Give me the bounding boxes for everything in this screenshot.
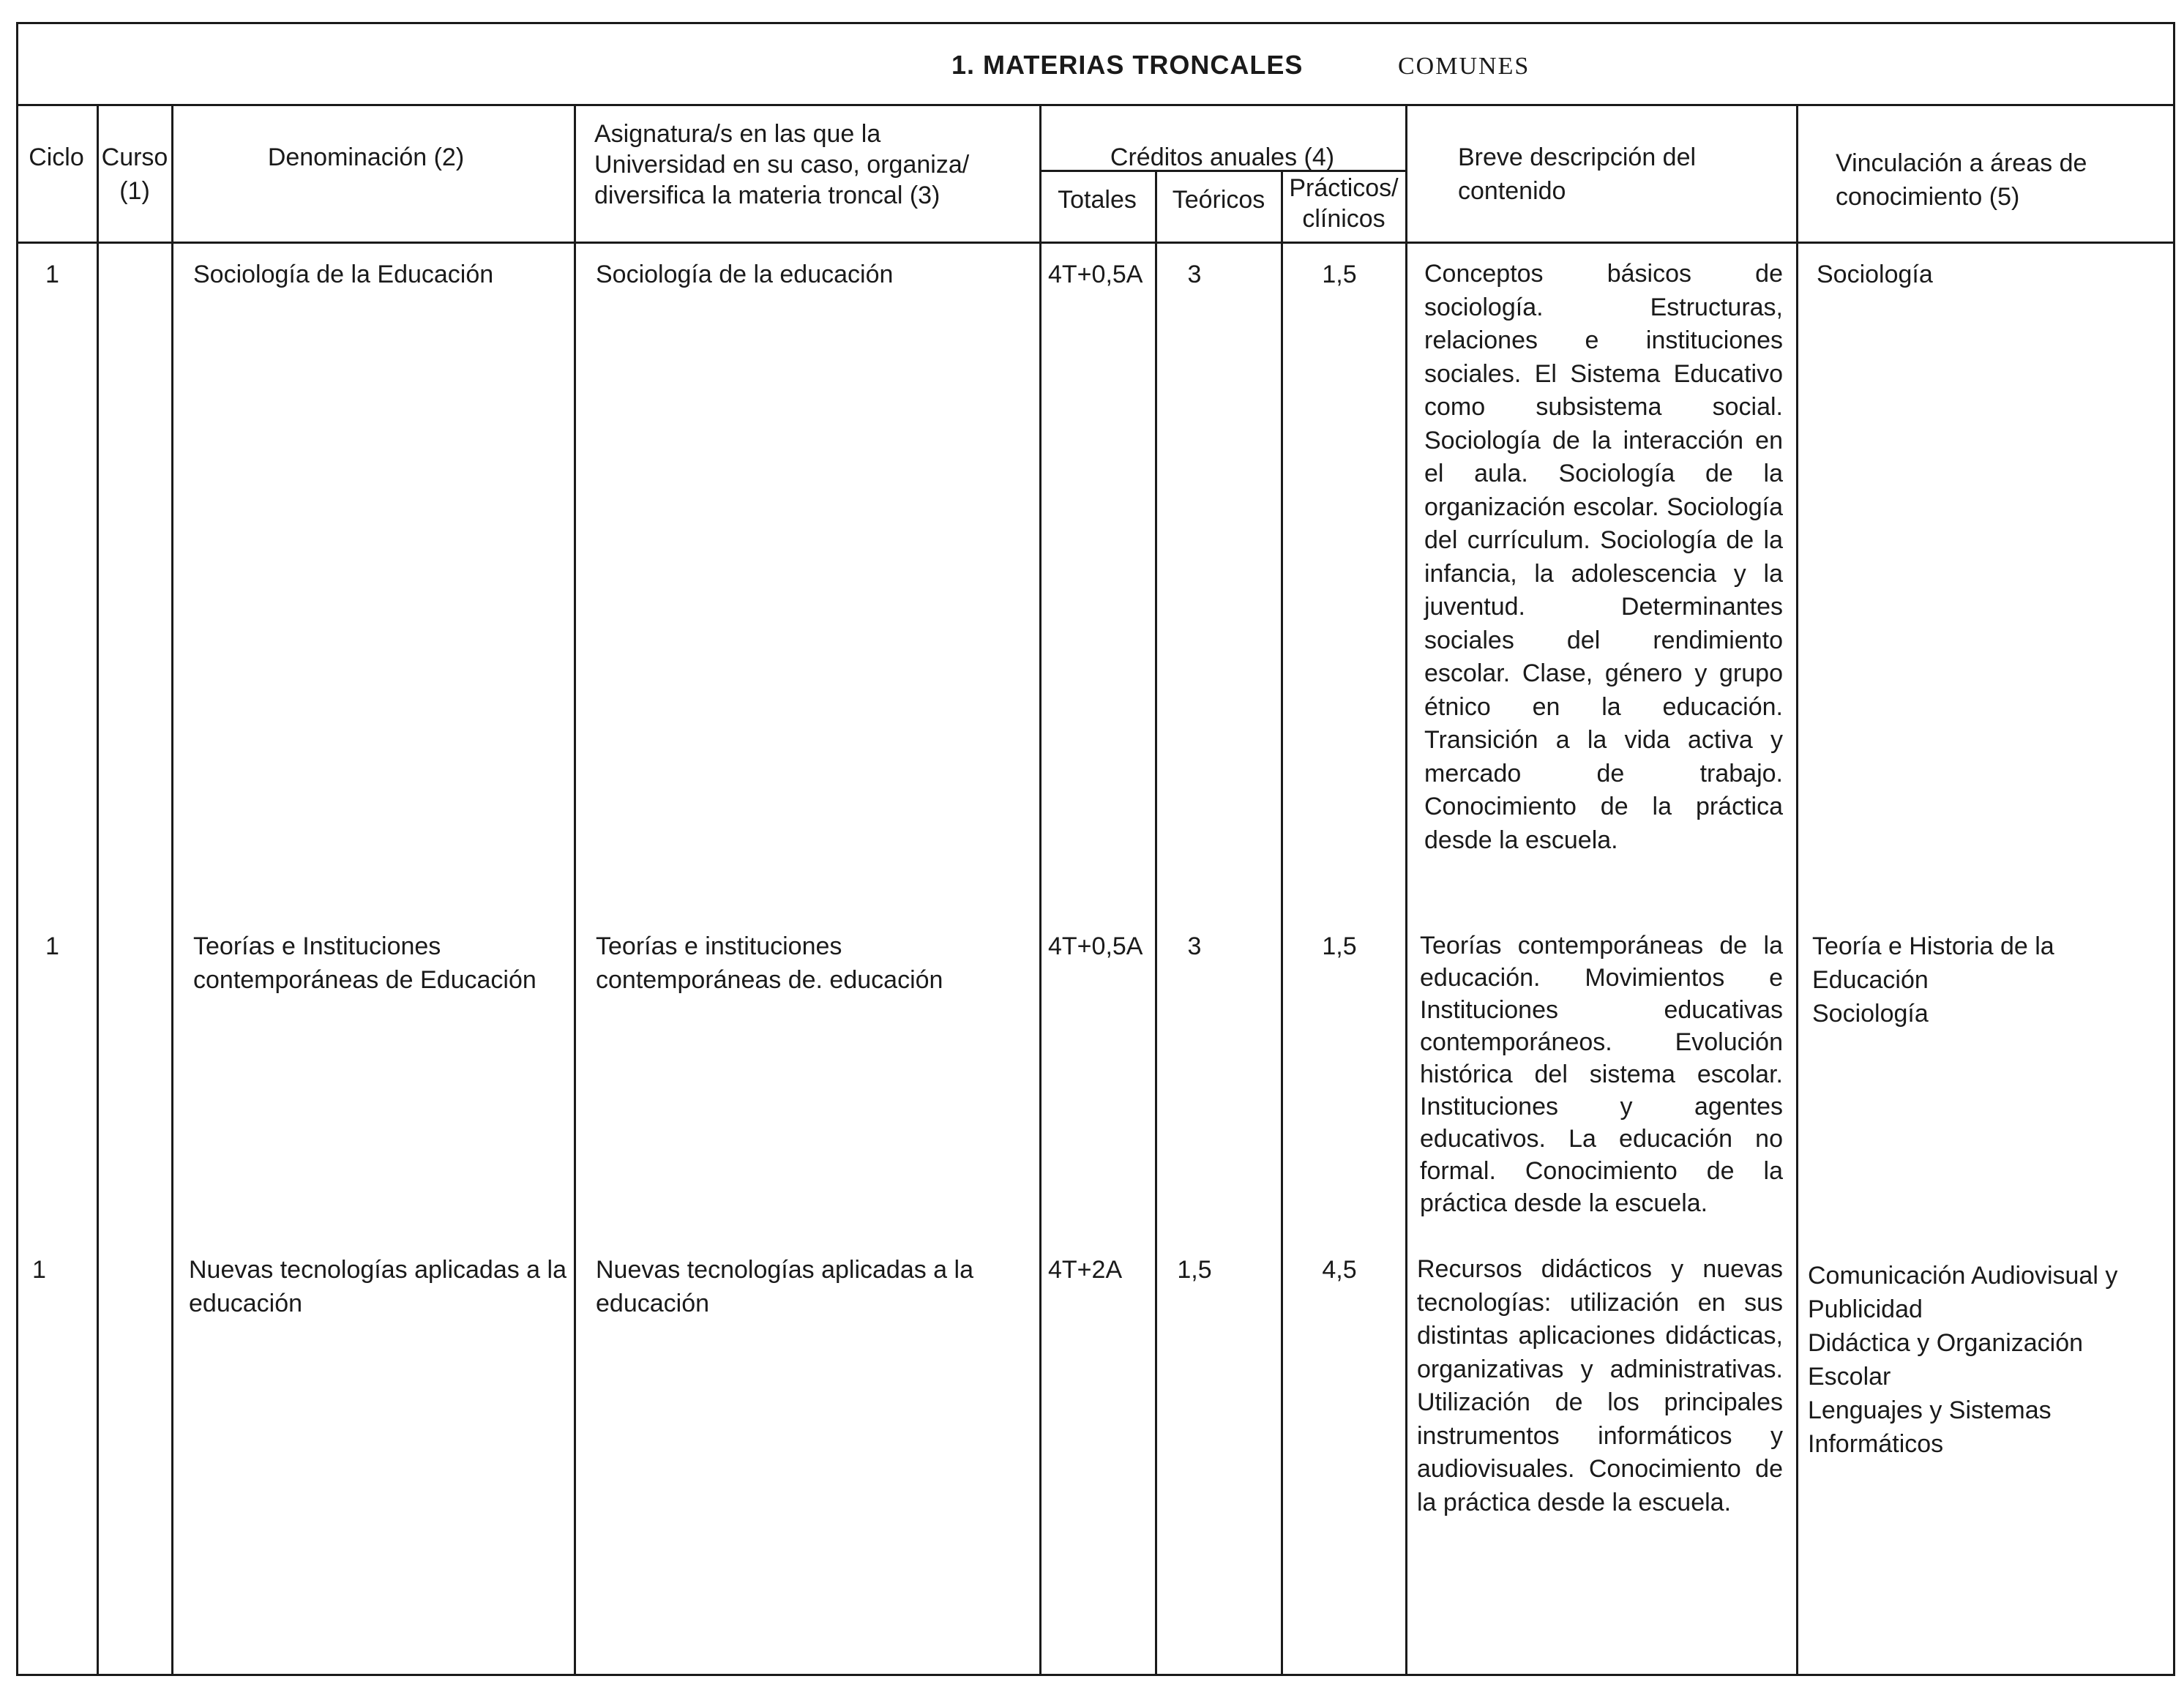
col-desc-vinc xyxy=(1796,104,1798,1676)
cell-teoricos: 1,5 xyxy=(1177,1256,1212,1284)
title-divider xyxy=(16,104,2175,106)
cell-ciclo: 1 xyxy=(45,932,59,960)
cell-asignatura: Teorías e instituciones contemporáneas de. educación xyxy=(596,932,943,994)
cell-vinculacion: Sociología xyxy=(1817,261,1933,288)
col-totales-teoricos xyxy=(1155,170,1157,1676)
col-curso-denom xyxy=(171,104,173,1676)
col-denom-asig xyxy=(574,104,576,1676)
cell-practicos: 1,5 xyxy=(1322,932,1357,960)
cell-vinculacion: Comunicación Audiovisual y Publicidad Didáctica y Organización Escolar Lenguajes y Sistemas Informáticos xyxy=(1808,1262,2118,1458)
cell-asignatura: Sociología de la educación xyxy=(596,261,894,288)
cell-ciclo: 1 xyxy=(32,1256,46,1284)
header-curso: Curso (1) xyxy=(101,143,168,205)
header-teoricos: Teóricos xyxy=(1172,186,1265,214)
header-asignaturas: Asignatura/s en las que la Universidad en su caso, organiza/ diversifica la materia troncal (3) xyxy=(594,120,970,209)
cell-teoricos: 3 xyxy=(1187,932,1202,960)
cell-vinculacion: Teoría e Historia de la Educación Sociología xyxy=(1812,932,2054,1028)
cell-denominacion: Nuevas tecnologías aplicadas a la educación xyxy=(189,1256,566,1317)
bottom-border xyxy=(16,1674,2175,1676)
col-teoricos-practicos xyxy=(1281,170,1283,1676)
top-border xyxy=(16,22,2175,24)
right-border xyxy=(2173,22,2175,1676)
cell-descripcion: Teorías contemporáneas de la educación. Movimientos e Instituciones educativas contemporáneos. Evolución histórica del sistema escolar. Instituciones y agentes educativos. La educación no formal. Conocimiento de la práctica desde la escuela. xyxy=(1420,932,1783,1217)
header-totales: Totales xyxy=(1058,186,1137,214)
cell-practicos: 4,5 xyxy=(1322,1256,1357,1284)
cell-asignatura: Nuevas tecnologías aplicadas a la educación xyxy=(596,1256,973,1317)
cell-descripcion: Recursos didácticos y nuevas tecnologías: utilización en sus distintas aplicaciones didácticas, organizativas y administrativas. Utilización de los principales instrumentos informáticos y audiovisuales. Conocimiento de la práctica desde la escuela. xyxy=(1417,1255,1783,1516)
cell-denominacion: Sociología de la Educación xyxy=(193,261,494,288)
header-divider xyxy=(16,242,2175,244)
cell-practicos: 1,5 xyxy=(1322,261,1357,288)
table-title: 1. MATERIAS TRONCALES xyxy=(951,50,1304,80)
col-practicos-desc xyxy=(1405,104,1407,1676)
cell-totales: 4T+0,5A xyxy=(1048,932,1143,960)
col-ciclo-curso xyxy=(97,104,99,1676)
col-asig-totales xyxy=(1039,104,1041,1676)
cell-denominacion: Teorías e Instituciones contemporáneas de Educación xyxy=(193,932,536,994)
header-ciclo: Ciclo xyxy=(29,143,84,171)
cell-ciclo: 1 xyxy=(45,261,59,288)
header-denominacion: Denominación (2) xyxy=(267,143,465,171)
left-border xyxy=(16,22,18,1676)
cell-totales: 4T+0,5A xyxy=(1048,261,1143,288)
header-practicos: Prácticos/ clínicos xyxy=(1289,174,1399,233)
header-vinculacion: Vinculación a áreas de conocimiento (5) xyxy=(1836,149,2087,211)
cell-totales: 4T+2A xyxy=(1048,1256,1123,1284)
header-creditos: Créditos anuales (4) xyxy=(1110,143,1335,171)
cell-descripcion: Conceptos básicos de sociología. Estructuras, relaciones e instituciones sociales. El Sistema Educativo como subsistema social. Sociología de la interacción en el aula. Sociología de la organización escolar. Sociología del currículum. Sociología de la infancia, la adolescencia y la juventud. Determinantes sociales del rendimiento escolar. Clase, género y grupo étnico en la educación. Transición a la vida activa y mercado de trabajo. Conocimiento de la práctica desde la escuela. xyxy=(1424,260,1783,854)
header-descripcion: Breve descripción del contenido xyxy=(1458,143,1697,205)
table-subtitle: COMUNES xyxy=(1398,53,1530,80)
cell-teoricos: 3 xyxy=(1187,261,1202,288)
